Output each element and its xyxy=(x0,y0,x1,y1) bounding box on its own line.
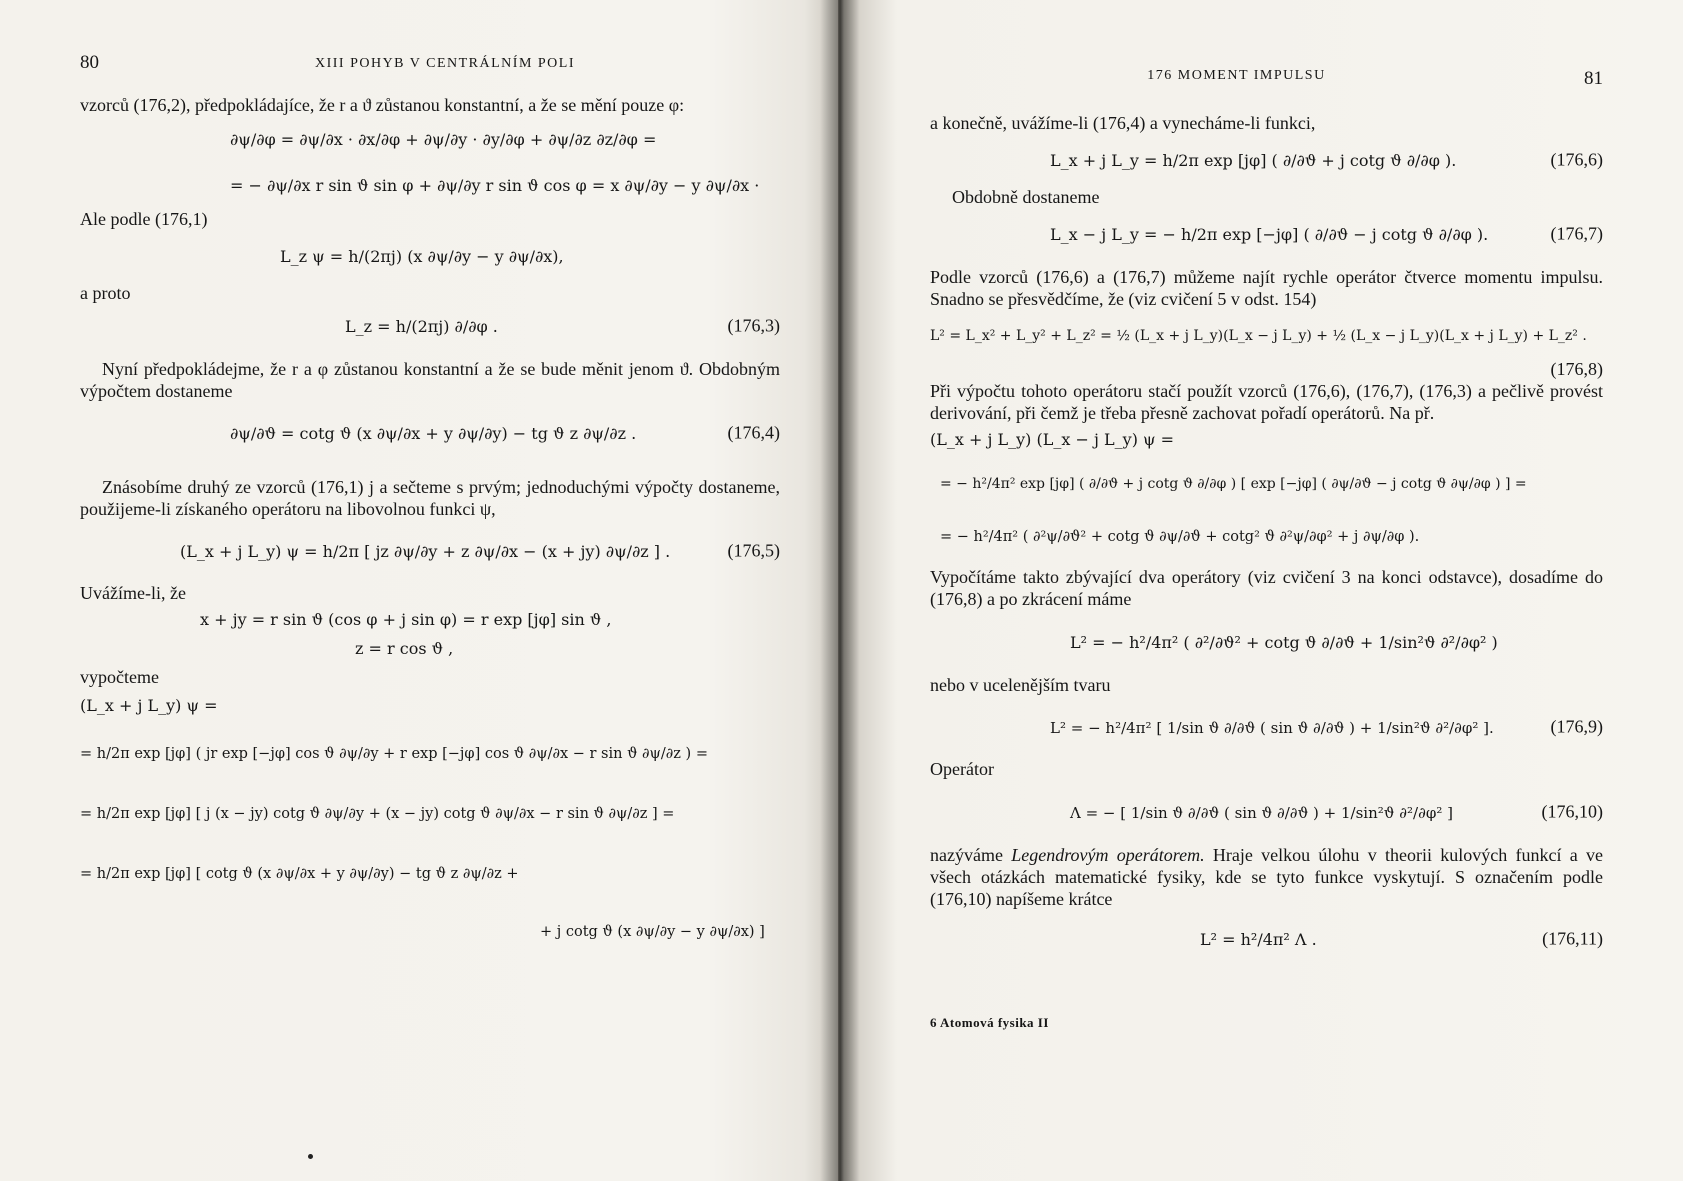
equation-f2: z = r cos ϑ , xyxy=(355,638,454,658)
right-paragraph-4: Při výpočtu tohoto operátoru stačí použít vzorců (176,6), (176,7), (176,3) a pečlivě provést derivování, při čemž je třeba přesně zachovat pořadí operátorů. Na př. xyxy=(930,381,1603,423)
equation-number-176-9: (176,9) xyxy=(1550,716,1603,737)
equation-r-g: Λ = − [ 1/sin ϑ ∂/∂ϑ ( sin ϑ ∂/∂ϑ ) + 1/sin²ϑ ∂²/∂φ² ] (176,10) xyxy=(1070,801,1603,822)
right-paragraph-5: Vypočítáme takto zbývající dva operátory (viz cvičení 3 na konci odstavce), dosadíme do (176,8) a po zkrácení máme xyxy=(930,567,1603,609)
right-paragraph-1: a konečně, uvážíme-li (176,4) a vynecháme-li funkci, xyxy=(930,113,1316,133)
equation-g3: = h/2π exp [jφ] [ cotg ϑ (x ∂ψ/∂x + y ∂ψ/∂y) − tg ϑ z ∂ψ/∂z + xyxy=(80,865,519,882)
equation-a1: ∂ψ/∂φ = ∂ψ/∂x · ∂x/∂φ + ∂ψ/∂y · ∂y/∂φ + ∂ψ/∂z ∂z/∂φ = xyxy=(230,129,657,149)
equation-r-d1: = − h²/4π² exp [jφ] ( ∂/∂ϑ + j cotg ϑ ∂/∂φ ) [ exp [−jφ] ( ∂ψ/∂ϑ − j cotg ϑ ∂ψ/∂φ ) ] = xyxy=(940,475,1527,492)
right-paragraph-8: nazýváme Legendrovým operátorem. Hraje velkou úlohu v theorii kulových funkcí a ve všech otázkách matematické fysiky, kde se tyto funkce vyskytují. S označením podle (176,10) napíšeme krátce xyxy=(930,845,1603,909)
equation-g0: (L_x + j L_y) ψ = xyxy=(80,695,218,715)
equation-g1: = h/2π exp [jφ] ( jr exp [−jφ] cos ϑ ∂ψ/∂y + r exp [−jφ] cos ϑ ∂ψ/∂x − r sin ϑ ∂ψ/∂z ) = xyxy=(80,745,708,762)
right-paragraph-7: Operátor xyxy=(930,759,994,779)
equation-number-176-10: (176,10) xyxy=(1541,801,1603,822)
equation-r-h: L² = h²/4π² Λ . (176,11) xyxy=(1200,928,1603,949)
left-page xyxy=(0,0,838,1181)
left-running-head xyxy=(80,52,780,82)
equation-r-a: L_x + j L_y = h/2π exp [jφ] ( ∂/∂ϑ + j cotg ϑ ∂/∂φ ). (176,6) xyxy=(1050,149,1603,170)
equation-number-176-5: (176,5) xyxy=(727,540,780,561)
left-paragraph-4: Nyní předpokládejme, že r a φ zůstanou konstantní a že se bude měnit jenom ϑ. Obdobným výpočtem dostaneme xyxy=(80,359,780,401)
equation-b: L_z ψ = h/(2πj) (x ∂ψ/∂y − y ∂ψ/∂x), xyxy=(280,246,564,266)
equation-r-b: L_x − j L_y = − h/2π exp [−jφ] ( ∂/∂ϑ − j cotg ϑ ∂/∂φ ). (176,7) xyxy=(1050,223,1603,244)
right-page xyxy=(838,0,1683,1181)
right-page-number: 81 xyxy=(1584,68,1603,89)
left-running-title: XIII POHYB V CENTRÁLNÍM POLI xyxy=(314,56,576,71)
left-page-number: 80 xyxy=(80,52,99,73)
equation-number-176-4: (176,4) xyxy=(727,422,780,443)
right-running-title: 176 MOMENT IMPULSU xyxy=(1147,68,1326,83)
equation-r-e: L² = − h²/4π² ( ∂²/∂ϑ² + cotg ϑ ∂/∂ϑ + 1/sin²ϑ ∂²/∂φ² ) xyxy=(1070,632,1498,652)
equation-r-c: L² = L_x² + L_y² + L_z² = ½ (L_x + j L_y)(L_x − j L_y) + ½ (L_x − j L_y)(L_x + j L_y) + L_z² . xyxy=(930,327,1587,344)
equation-number-176-6: (176,6) xyxy=(1550,149,1603,170)
equation-e: (L_x + j L_y) ψ = h/2π [ jz ∂ψ/∂y + z ∂ψ/∂x − (x + jy) ∂ψ/∂z ] . (176,5) xyxy=(180,540,780,561)
equation-d: ∂ψ/∂ϑ = cotg ϑ (x ∂ψ/∂x + y ∂ψ/∂y) − tg ϑ z ∂ψ/∂z . (176,4) xyxy=(230,422,780,443)
equation-c: L_z = h/(2πj) ∂/∂φ . (176,3) xyxy=(345,315,780,336)
left-paragraph-7: vypočteme xyxy=(80,667,159,687)
equation-r-d0: (L_x + j L_y) (L_x − j L_y) ψ = xyxy=(930,429,1175,449)
left-paragraph-2: Ale podle (176,1) xyxy=(80,209,208,229)
equation-g4: + j cotg ϑ (x ∂ψ/∂y − y ∂ψ/∂x) ] xyxy=(540,923,765,940)
equation-a2: = − ∂ψ/∂x r sin ϑ sin φ + ∂ψ/∂y r sin ϑ cos φ = x ∂ψ/∂y − y ∂ψ/∂x · xyxy=(230,175,760,195)
equation-number-176-11: (176,11) xyxy=(1542,928,1603,949)
equation-r-d2: = − h²/4π² ( ∂²ψ/∂ϑ² + cotg ϑ ∂ψ/∂ϑ + cotg² ϑ ∂²ψ/∂φ² + j ∂ψ/∂φ ). xyxy=(940,528,1420,545)
right-paragraph-6: nebo v ucelenějším tvaru xyxy=(930,675,1111,695)
equation-number-176-8: (176,8) xyxy=(1550,359,1603,379)
equation-number-176-7: (176,7) xyxy=(1550,223,1603,244)
right-paragraph-3: Podle vzorců (176,6) a (176,7) můžeme najít rychle operátor čtverce momentu impulsu. Snadno se přesvědčíme, že (viz cvičení 5 v odst. 154) xyxy=(930,267,1603,309)
equation-r-f: L² = − h²/4π² [ 1/sin ϑ ∂/∂ϑ ( sin ϑ ∂/∂ϑ ) + 1/sin²ϑ ∂²/∂φ² ]. (176,9) xyxy=(1050,716,1603,737)
right-paragraph-2: Obdobně dostaneme xyxy=(952,187,1100,207)
equation-g2: = h/2π exp [jφ] [ j (x − jy) cotg ϑ ∂ψ/∂y + (x − jy) cotg ϑ ∂ψ/∂x − r sin ϑ ∂ψ/∂z ] = xyxy=(80,805,675,822)
left-paragraph-1: vzorců (176,2), předpokládajíce, že r a ϑ zůstanou konstantní, a že se mění pouze φ: xyxy=(80,95,685,115)
equation-number-176-3: (176,3) xyxy=(727,315,780,336)
term-legendre-operator: Legendrovým operátorem. xyxy=(1011,845,1205,865)
ink-dot xyxy=(308,1154,313,1159)
right-running-head xyxy=(930,62,1603,92)
left-paragraph-6: Uvážíme-li, že xyxy=(80,583,186,603)
left-paragraph-5: Znásobíme druhý ze vzorců (176,1) j a sečteme s prvým; jednoduchými výpočty dostaneme, použijeme-li získaného operátoru na libovolnou funkci ψ, xyxy=(80,477,780,519)
page-footer: 6 Atomová fysika II xyxy=(930,1015,1049,1030)
equation-f1: x + jy = r sin ϑ (cos φ + j sin φ) = r exp [jφ] sin ϑ , xyxy=(200,609,612,629)
left-paragraph-3: a proto xyxy=(80,283,131,303)
